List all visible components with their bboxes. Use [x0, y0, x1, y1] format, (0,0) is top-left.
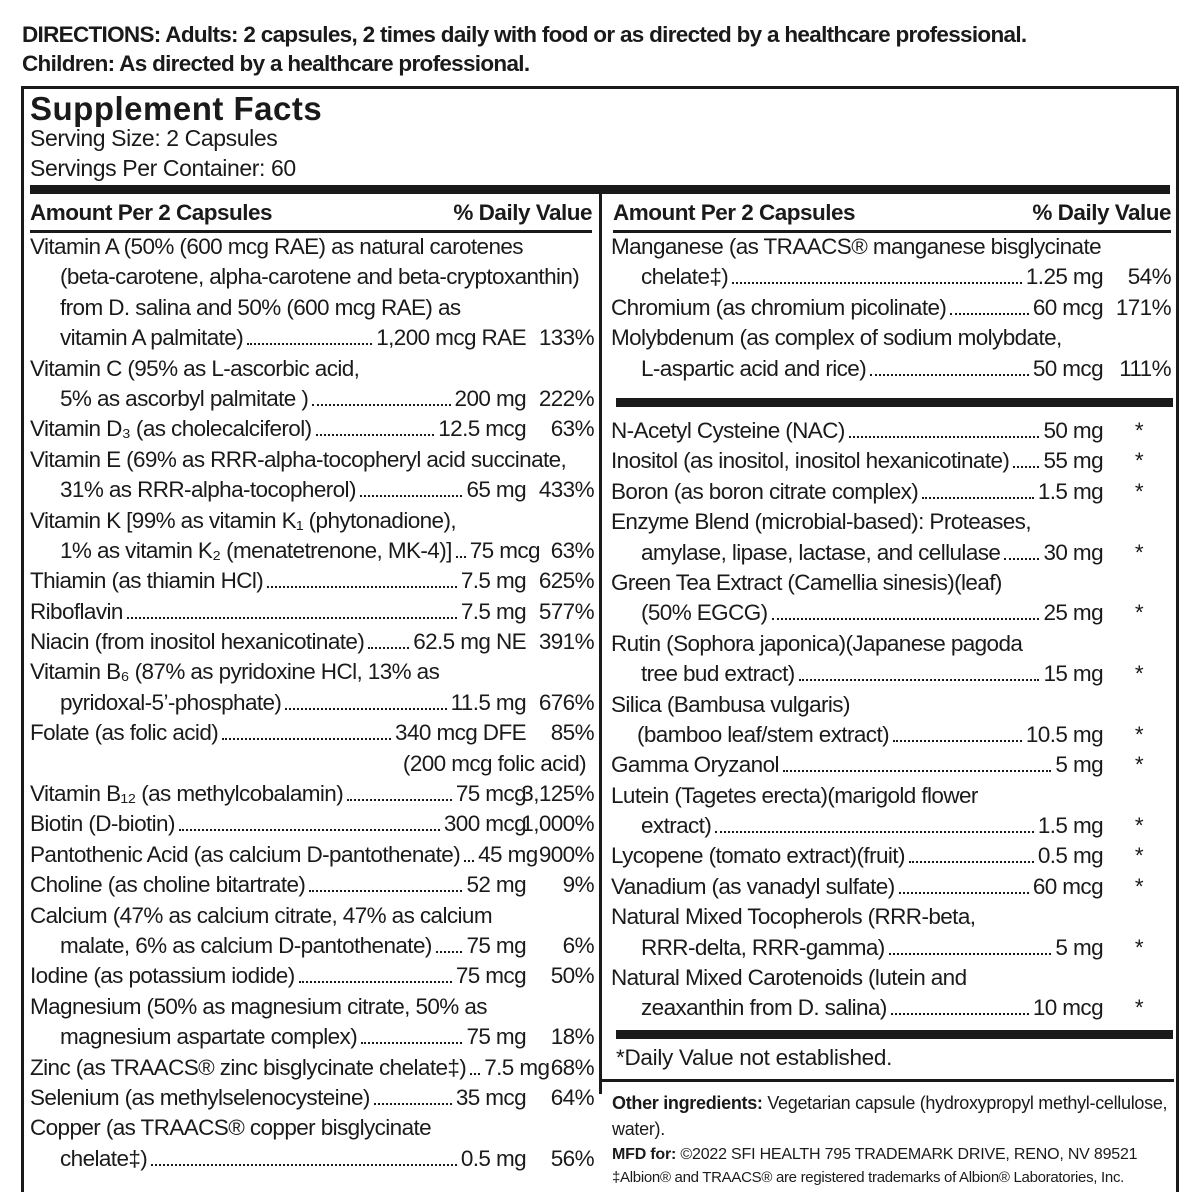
nutrient-row [30, 1144, 594, 1174]
nutrient-amount: 35 mcg [455, 1084, 526, 1110]
nutrient-row [30, 1022, 594, 1052]
nutrient-label: Lycopene (tomato extract)(fruit) [611, 843, 905, 869]
nutrient-label: Calcium (47% as calcium citrate, 47% as calcium [30, 902, 492, 928]
daily-value-percent: * [1134, 873, 1143, 899]
nutrient-label: Riboflavin [30, 598, 123, 624]
nutrient-row [30, 809, 594, 839]
other-ingredients [612, 1090, 1177, 1188]
nutrient-amount: 60 mcg [1032, 873, 1103, 899]
nutrient-row [30, 293, 594, 323]
daily-value-percent: 391% [538, 629, 594, 655]
nutrient-label: Folate (as folic acid) [30, 720, 219, 746]
nutrient-label: Gamma Oryzanol [611, 752, 779, 778]
nutrient-amount: 7.5 mg [484, 1054, 550, 1080]
nutrient-label: Vitamin A (50% (600 mcg RAE) as natural carotenes [30, 234, 523, 259]
nutrient-amount: 30 mg [1043, 539, 1103, 565]
dot-leader [1004, 558, 1039, 560]
daily-value-percent: 3,125% [521, 781, 594, 807]
nutrient-amount: 62.5 mg NE [413, 629, 526, 655]
daily-value-percent: 54% [1127, 264, 1171, 290]
nutrient-label: zeaxanthin from D. salina) [641, 995, 887, 1021]
nutrient-label: Boron (as boron citrate complex) [611, 478, 919, 504]
left-nutrient-list [30, 232, 594, 1174]
dot-leader [1013, 466, 1039, 468]
daily-value-percent: * [1134, 752, 1143, 778]
nutrient-row [30, 718, 594, 748]
dot-leader [870, 374, 1029, 376]
nutrient-label: Vitamin D₃ (as cholecalciferol) [30, 416, 312, 442]
nutrient-amount: 45 mg [478, 841, 538, 867]
daily-value-percent: * [1134, 478, 1143, 504]
nutrient-label: Vitamin K [99% as vitamin K₁ (phytonadione), [30, 507, 457, 533]
nutrient-amount: 25 mg [1043, 600, 1103, 626]
nutrient-row [30, 414, 594, 444]
nutrient-label: tree bud extract) [641, 661, 795, 687]
nutrient-amount: 7.5 mg [460, 598, 526, 624]
mid-thick-divider [616, 398, 1173, 407]
dot-leader [891, 1013, 1029, 1015]
nutrient-label: Niacin (from inositol hexanicotinate) [30, 629, 365, 655]
nutrient-row [611, 872, 1171, 902]
dot-leader [222, 738, 391, 740]
daily-value-percent: 133% [538, 325, 594, 351]
bottom-thick-divider [616, 1030, 1173, 1039]
nutrient-label: Zinc (as TRAACS® zinc bisglycinate chelate‡) [30, 1054, 467, 1080]
directions-children: Children: As directed by a healthcare professional. [22, 51, 530, 76]
nutrient-row [611, 568, 1171, 598]
dot-leader [316, 434, 435, 436]
nutrient-label: Enzyme Blend (microbial-based): Proteases, [611, 509, 1031, 535]
nutrient-row [30, 384, 594, 414]
nutrient-amount: 7.5 mg [460, 568, 526, 594]
nutrient-amount: 340 mcg DFE [395, 720, 526, 746]
nutrient-amount: 52 mg [466, 872, 526, 898]
other-ingredients-text: Vegetarian capsule (hydroxypropyl methyl-cellulose, water). [612, 1093, 1168, 1139]
left-column-header [30, 198, 592, 228]
daily-value-percent: * [1134, 813, 1143, 839]
nutrient-row [30, 506, 594, 536]
nutrient-amount: 75 mcg [455, 963, 526, 989]
daily-value-percent: 85% [550, 720, 594, 746]
nutrient-row [611, 323, 1171, 353]
dot-leader [151, 1164, 457, 1166]
nutrient-label: Molybdenum (as complex of sodium molybdate, [611, 325, 1062, 351]
dot-leader [456, 556, 466, 558]
nutrient-label: from D. salina and 50% (600 mcg RAE) as [60, 294, 461, 320]
dot-leader [799, 679, 1040, 681]
nutrient-amount: 200 mg [454, 385, 526, 411]
dot-leader [436, 951, 463, 953]
dot-leader [127, 617, 457, 619]
nutrient-row [30, 840, 594, 870]
nutrient-label: malate, 6% as calcium D-pantothenate) [60, 932, 432, 958]
panel-title: Supplement Facts [30, 90, 323, 127]
nutrient-row [30, 475, 594, 505]
dot-leader [374, 1103, 452, 1105]
nutrient-label: Silica (Bambusa vulgaris) [611, 691, 850, 717]
nutrient-row [611, 598, 1171, 628]
nutrient-label: Inositol (as inositol, inositol hexanicotinate) [611, 448, 1010, 474]
nutrient-amount: 1,200 mcg RAE [376, 325, 526, 351]
nutrient-label: RRR-delta, RRR-gamma) [641, 934, 885, 960]
nutrient-row [30, 536, 594, 566]
nutrient-row [30, 657, 594, 687]
daily-value-percent: 171% [1115, 294, 1171, 320]
dot-leader [922, 497, 1034, 499]
nutrient-row [30, 566, 594, 596]
daily-value-percent: 433% [538, 477, 594, 503]
dot-leader [285, 708, 446, 710]
daily-value-percent: * [1134, 721, 1143, 747]
nutrient-label: Pantothenic Acid (as calcium D-pantothenate) [30, 841, 461, 867]
daily-value-note: *Daily Value not established. [616, 1045, 893, 1070]
daily-value-percent: * [1134, 995, 1143, 1021]
nutrient-row [30, 445, 594, 475]
nutrient-row [30, 961, 594, 991]
dot-leader [309, 890, 462, 892]
nutrient-row [611, 811, 1171, 841]
daily-value-percent: 222% [538, 385, 594, 411]
nutrient-label: amylase, lipase, lactase, and cellulase [641, 539, 1001, 565]
nutrient-label: (50% EGCG) [641, 600, 768, 626]
nutrient-amount: 5 mg [1055, 934, 1103, 960]
dot-leader [732, 282, 1022, 284]
dot-leader [899, 892, 1029, 894]
nutrient-row [611, 720, 1171, 750]
nutrient-amount: 1.5 mg [1037, 813, 1103, 839]
right-other-list [611, 416, 1171, 1024]
directions-adults: DIRECTIONS: Adults: 2 capsules, 2 times daily with food or as directed by a healthcare professional. [22, 22, 1027, 47]
dot-leader [470, 1073, 480, 1075]
nutrient-row [30, 901, 594, 931]
dot-leader [909, 861, 1034, 863]
nutrient-row [611, 659, 1171, 689]
daily-value-percent: 63% [550, 537, 594, 563]
nutrient-amount: 10.5 mg [1025, 721, 1103, 747]
nutrient-amount: 75 mg [466, 1024, 526, 1050]
nutrient-label: Magnesium (50% as magnesium citrate, 50% as [30, 993, 487, 1019]
nutrient-label: Vitamin B₁₂ (as methylcobalamin) [30, 781, 344, 807]
nutrient-amount: 0.5 mg [1037, 843, 1103, 869]
nutrient-label: Choline (as choline bitartrate) [30, 872, 306, 898]
column-divider [599, 194, 602, 1094]
nutrient-label: Copper (as TRAACS® copper bisglycinate [30, 1115, 432, 1141]
nutrient-label: Vitamin E (69% as RRR-alpha-tocopheryl acid succinate, [30, 446, 567, 472]
nutrient-label: Thiamin (as thiamin HCl) [30, 568, 264, 594]
nutrient-label: Selenium (as methylselenocysteine) [30, 1084, 370, 1110]
right-column-header [613, 198, 1171, 228]
daily-value-percent: 56% [550, 1145, 594, 1171]
nutrient-amount: 75 mcg [469, 537, 540, 563]
nutrient-row [30, 688, 594, 718]
nutrient-row [611, 690, 1171, 720]
daily-value-percent: 625% [538, 568, 594, 594]
nutrient-row [611, 629, 1171, 659]
left-dv-header: % Daily Value [453, 200, 592, 225]
nutrient-label: chelate‡) [60, 1145, 148, 1171]
nutrient-row [30, 354, 594, 384]
nutrient-row [611, 293, 1171, 323]
dot-leader [179, 829, 440, 831]
right-amount-header: Amount Per 2 Capsules [613, 200, 856, 225]
daily-value-percent: 111% [1119, 355, 1171, 381]
nutrient-row [611, 993, 1171, 1023]
nutrient-row [30, 992, 594, 1022]
footer-rule [602, 1079, 1174, 1082]
nutrient-label: (beta-carotene, alpha-carotene and beta-cryptoxanthin) [60, 264, 580, 290]
nutrient-row [611, 262, 1171, 292]
daily-value-percent: * [1134, 539, 1143, 565]
daily-value-percent: * [1134, 843, 1143, 869]
daily-value-percent: 900% [538, 841, 594, 867]
nutrient-label: 5% as ascorbyl palmitate ) [60, 385, 309, 411]
dot-leader [772, 618, 1040, 620]
dot-leader [889, 953, 1052, 955]
daily-value-percent: 64% [550, 1084, 594, 1110]
nutrient-label: 31% as RRR-alpha-tocopherol) [60, 477, 356, 503]
dot-leader [715, 831, 1034, 833]
nutrient-amount: 0.5 mg [460, 1145, 526, 1171]
nutrient-row [30, 779, 594, 809]
nutrient-amount: 11.5 mg [450, 689, 526, 715]
dot-leader [299, 981, 452, 983]
nutrient-amount: 300 mcg [443, 811, 526, 837]
daily-value-percent: 68% [550, 1054, 594, 1080]
dot-leader [360, 495, 463, 497]
nutrient-label: Biotin (D-biotin) [30, 811, 175, 837]
nutrient-amount: 50 mcg [1032, 355, 1103, 381]
nutrient-row [30, 870, 594, 900]
mfd-text: ©2022 SFI HEALTH 795 TRADEMARK DRIVE, RENO, NV 89521 [676, 1146, 1138, 1163]
daily-value-percent: 50% [550, 963, 594, 989]
dot-leader [783, 770, 1051, 772]
nutrient-row [611, 750, 1171, 780]
left-amount-header: Amount Per 2 Capsules [30, 200, 273, 225]
daily-value-percent: * [1134, 418, 1143, 443]
dot-leader [361, 1042, 462, 1044]
nutrient-amount: 5 mg [1055, 752, 1103, 778]
nutrient-amount: 55 mg [1043, 448, 1103, 474]
daily-value-percent: 18% [550, 1024, 594, 1050]
dot-leader [849, 436, 1040, 438]
nutrient-label: magnesium aspartate complex) [60, 1024, 358, 1050]
nutrient-row [30, 1053, 594, 1083]
supplement-facts-panel [21, 86, 1179, 1192]
nutrient-label: Vanadium (as vanadyl sulfate) [611, 873, 895, 899]
daily-value-percent: 577% [538, 598, 594, 624]
nutrient-label: Rutin (Sophora japonica)(Japanese pagoda [611, 630, 1023, 656]
daily-value-percent: * [1134, 600, 1143, 626]
nutrient-amount-note: (200 mcg folic acid) [402, 750, 586, 776]
nutrient-label: Manganese (as TRAACS® manganese bisglycinate [611, 234, 1102, 259]
daily-value-percent: * [1134, 661, 1143, 687]
thick-divider [30, 185, 1170, 194]
nutrient-label: Natural Mixed Carotenoids (lutein and [611, 965, 967, 991]
nutrient-row [611, 841, 1171, 871]
nutrient-amount: 50 mg [1043, 418, 1103, 443]
daily-value-percent: * [1134, 934, 1143, 960]
nutrient-row [611, 354, 1171, 384]
nutrient-row [30, 597, 594, 627]
daily-value-percent: 6% [562, 932, 594, 958]
nutrient-label: N-Acetyl Cysteine (NAC) [611, 418, 845, 443]
nutrient-label: Vitamin B₆ (87% as pyridoxine HCl, 13% as [30, 659, 440, 685]
nutrient-row [30, 749, 594, 779]
servings-per-container: Servings Per Container: 60 [30, 155, 296, 181]
dot-leader [312, 404, 450, 406]
trademark-note: ‡Albion® and TRAACS® are registered trademarks of Albion® Laboratories, Inc. [612, 1169, 1125, 1186]
dot-leader [950, 313, 1029, 315]
right-dv-header: % Daily Value [1032, 200, 1171, 225]
dot-leader [464, 860, 474, 862]
nutrient-label: Green Tea Extract (Camellia sinesis)(leaf) [611, 569, 1002, 595]
nutrient-label: Vitamin C (95% as L-ascorbic acid, [30, 355, 360, 381]
nutrient-row [30, 1113, 594, 1143]
daily-value-percent: * [1134, 448, 1143, 474]
nutrient-label: 1% as vitamin K₂ (menatetrenone, MK-4)] [60, 537, 452, 563]
nutrient-label: Lutein (Tagetes erecta)(marigold flower [611, 782, 978, 808]
other-ingredients-label: Other ingredients: [612, 1093, 763, 1113]
nutrient-row [611, 902, 1171, 932]
nutrient-row [611, 416, 1171, 446]
dot-leader [893, 740, 1022, 742]
nutrient-amount: 65 mg [466, 477, 526, 503]
nutrient-label: (bamboo leaf/stem extract) [637, 721, 890, 747]
nutrient-label: Chromium (as chromium picolinate) [611, 294, 947, 320]
nutrient-row [30, 931, 594, 961]
nutrient-amount: 75 mg [466, 932, 526, 958]
nutrient-label: vitamin A palmitate) [60, 325, 244, 351]
nutrient-row [30, 627, 594, 657]
nutrient-row [30, 323, 594, 353]
nutrient-amount: 10 mcg [1032, 995, 1103, 1021]
dot-leader [368, 647, 409, 649]
nutrient-label: Natural Mixed Tocopherols (RRR-beta, [611, 904, 976, 930]
nutrient-row [611, 538, 1171, 568]
nutrient-amount: 12.5 mcg [438, 416, 526, 442]
nutrient-amount: 15 mg [1043, 661, 1103, 687]
nutrient-amount: 75 mcg [455, 781, 526, 807]
nutrient-amount: 1.25 mg [1025, 264, 1103, 290]
nutrient-row [611, 477, 1171, 507]
nutrient-amount: 60 mcg [1032, 294, 1103, 320]
nutrient-row [611, 232, 1171, 262]
nutrient-row [611, 933, 1171, 963]
daily-value-percent: 63% [550, 416, 594, 442]
nutrient-amount: 1.5 mg [1037, 478, 1103, 504]
nutrient-label: L-aspartic acid and rice) [641, 355, 867, 381]
nutrient-row [611, 507, 1171, 537]
daily-value-percent: 9% [562, 872, 594, 898]
dot-leader [347, 799, 452, 801]
right-mineral-list [611, 232, 1171, 384]
nutrient-row [611, 446, 1171, 476]
nutrient-row [611, 963, 1171, 993]
nutrient-label: Iodine (as potassium iodide) [30, 963, 295, 989]
mfd-label: MFD for: [612, 1146, 677, 1163]
nutrient-row [30, 1083, 594, 1113]
daily-value-percent: 1,000% [521, 811, 594, 837]
nutrient-row [30, 262, 594, 292]
nutrient-label: pyridoxal-5’-phosphate) [60, 689, 282, 715]
directions-block [22, 20, 1182, 78]
serving-size: Serving Size: 2 Capsules [30, 125, 278, 151]
nutrient-row [30, 232, 594, 262]
nutrient-label: chelate‡) [641, 264, 729, 290]
dot-leader [247, 343, 372, 345]
dot-leader [267, 586, 457, 588]
nutrient-label: extract) [641, 813, 712, 839]
nutrient-row [611, 781, 1171, 811]
daily-value-percent: 676% [538, 689, 594, 715]
